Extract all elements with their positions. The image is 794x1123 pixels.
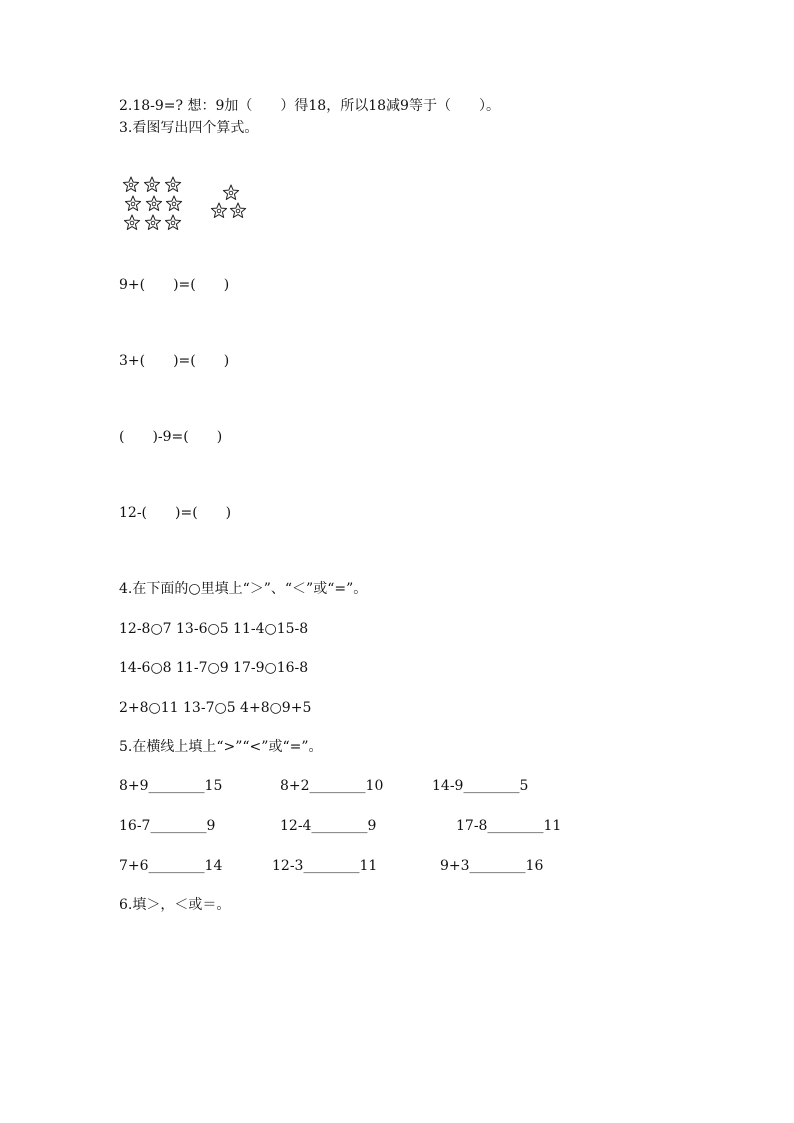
- flower-star-icon: [164, 214, 182, 232]
- flower-star-icon: [222, 184, 240, 202]
- q5-title: 5.在横线上填上“>”“<”或“=”。: [119, 739, 323, 755]
- equation-3: ( )-9=( ): [119, 429, 223, 445]
- equation-4: 12-( )=( ): [119, 505, 232, 521]
- flower-star-icon: [164, 176, 182, 194]
- q3-title: 3.看图写出四个算式。: [119, 120, 259, 136]
- q2-line: 2.18-9=? 想：9加（ ）得18，所以18减9等于（ ）。: [119, 98, 500, 114]
- q4-row-3: 2+8○11 13-7○5 4+8○9+5: [119, 700, 312, 716]
- flower-star-icon: [229, 202, 247, 220]
- q5-item: 14-9________5: [432, 778, 529, 794]
- q4-row-2: 14-6○8 11-7○9 17-9○16-8: [119, 660, 309, 676]
- q4-title: 4.在下面的○里填上“＞”、“＜”或“=”。: [119, 581, 368, 597]
- q5-item: 7+6________14: [119, 858, 223, 874]
- q5-item: 12-3________11: [272, 858, 378, 874]
- flower-star-icon: [210, 202, 228, 220]
- flower-star-icon: [122, 176, 140, 194]
- flower-star-icon: [145, 195, 163, 213]
- q5-item: 16-7________9: [119, 818, 216, 834]
- equation-2: 3+( )=( ): [119, 353, 230, 369]
- flower-star-icon: [144, 214, 162, 232]
- equation-1: 9+( )=( ): [119, 277, 230, 293]
- flower-star-icon: [165, 195, 183, 213]
- q4-row-1: 12-8○7 13-6○5 11-4○15-8: [119, 621, 309, 637]
- q5-item: 12-4________9: [280, 818, 377, 834]
- q5-item: 9+3________16: [440, 858, 544, 874]
- flower-star-icon: [123, 214, 141, 232]
- q5-item: 8+2________10: [280, 778, 384, 794]
- q5-item: 8+9________15: [119, 778, 223, 794]
- flower-star-icon: [143, 176, 161, 194]
- q6-title: 6.填＞，＜或＝。: [119, 897, 231, 913]
- flower-star-icon: [124, 195, 142, 213]
- q5-item: 17-8________11: [456, 818, 562, 834]
